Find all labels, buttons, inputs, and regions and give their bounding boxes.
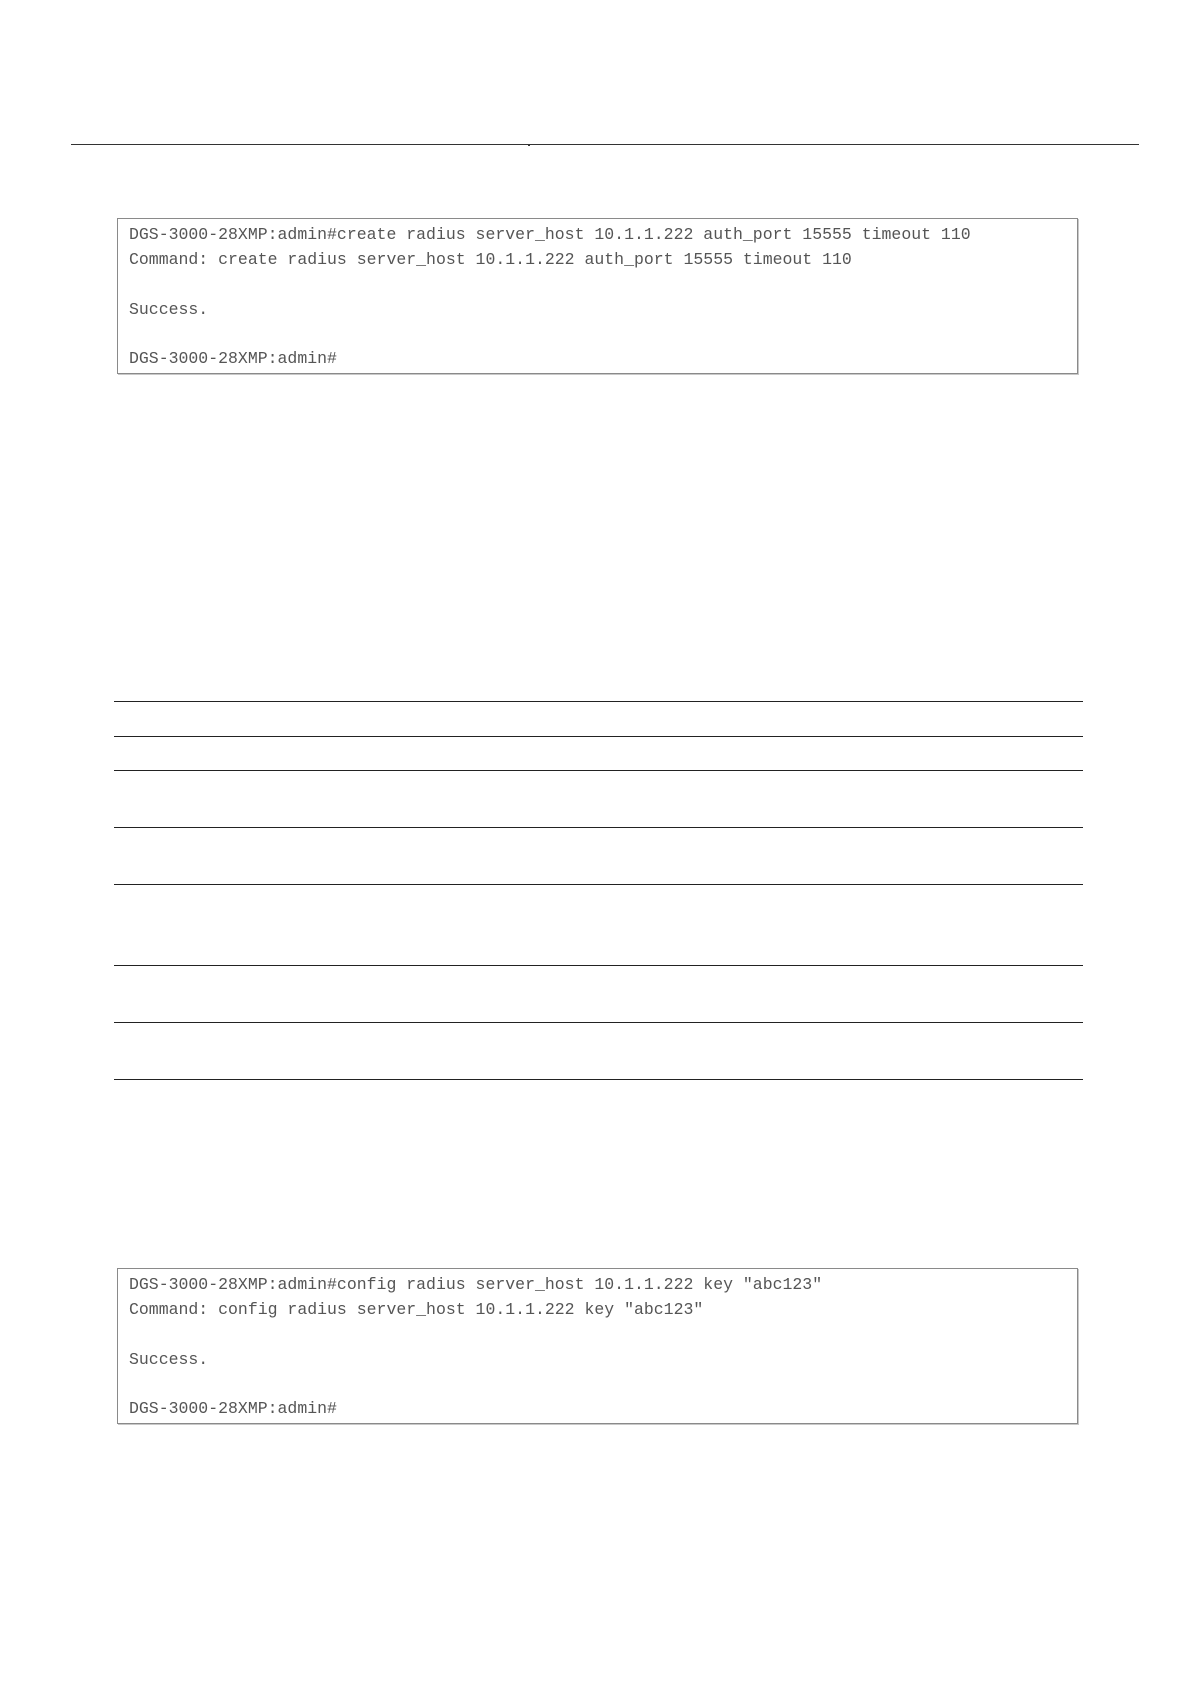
table-header-rule bbox=[114, 736, 1083, 737]
cli-line: Command: create radius server_host 10.1.1.222 auth_port 15555 timeout 110 bbox=[129, 250, 852, 269]
cli-line: DGS-3000-28XMP:admin#create radius server_host 10.1.1.222 auth_port 15555 timeout 110 bbox=[129, 225, 971, 244]
cli-line: Success. bbox=[129, 300, 209, 319]
cli-example-create bbox=[117, 218, 1078, 374]
cli-line: DGS-3000-28XMP:admin#config radius server_host 10.1.1.222 key "abc123" bbox=[129, 1275, 823, 1294]
page-header-rule bbox=[71, 144, 1139, 145]
cli-example-config bbox=[117, 1268, 1078, 1424]
table-row-rule bbox=[114, 1022, 1083, 1023]
table-row-rule bbox=[114, 965, 1083, 966]
table-bottom-rule bbox=[114, 1079, 1083, 1080]
cli-line: Success. bbox=[129, 1350, 209, 1369]
cli-line: Command: config radius server_host 10.1.1.222 key "abc123" bbox=[129, 1300, 704, 1319]
page-header-rule-notch bbox=[528, 145, 530, 146]
cli-line: DGS-3000-28XMP:admin# bbox=[129, 1399, 337, 1418]
table-row-rule bbox=[114, 884, 1083, 885]
table-row-rule bbox=[114, 770, 1083, 771]
table-row-rule bbox=[114, 827, 1083, 828]
cli-line: DGS-3000-28XMP:admin# bbox=[129, 349, 337, 368]
table-top-rule bbox=[114, 701, 1083, 702]
